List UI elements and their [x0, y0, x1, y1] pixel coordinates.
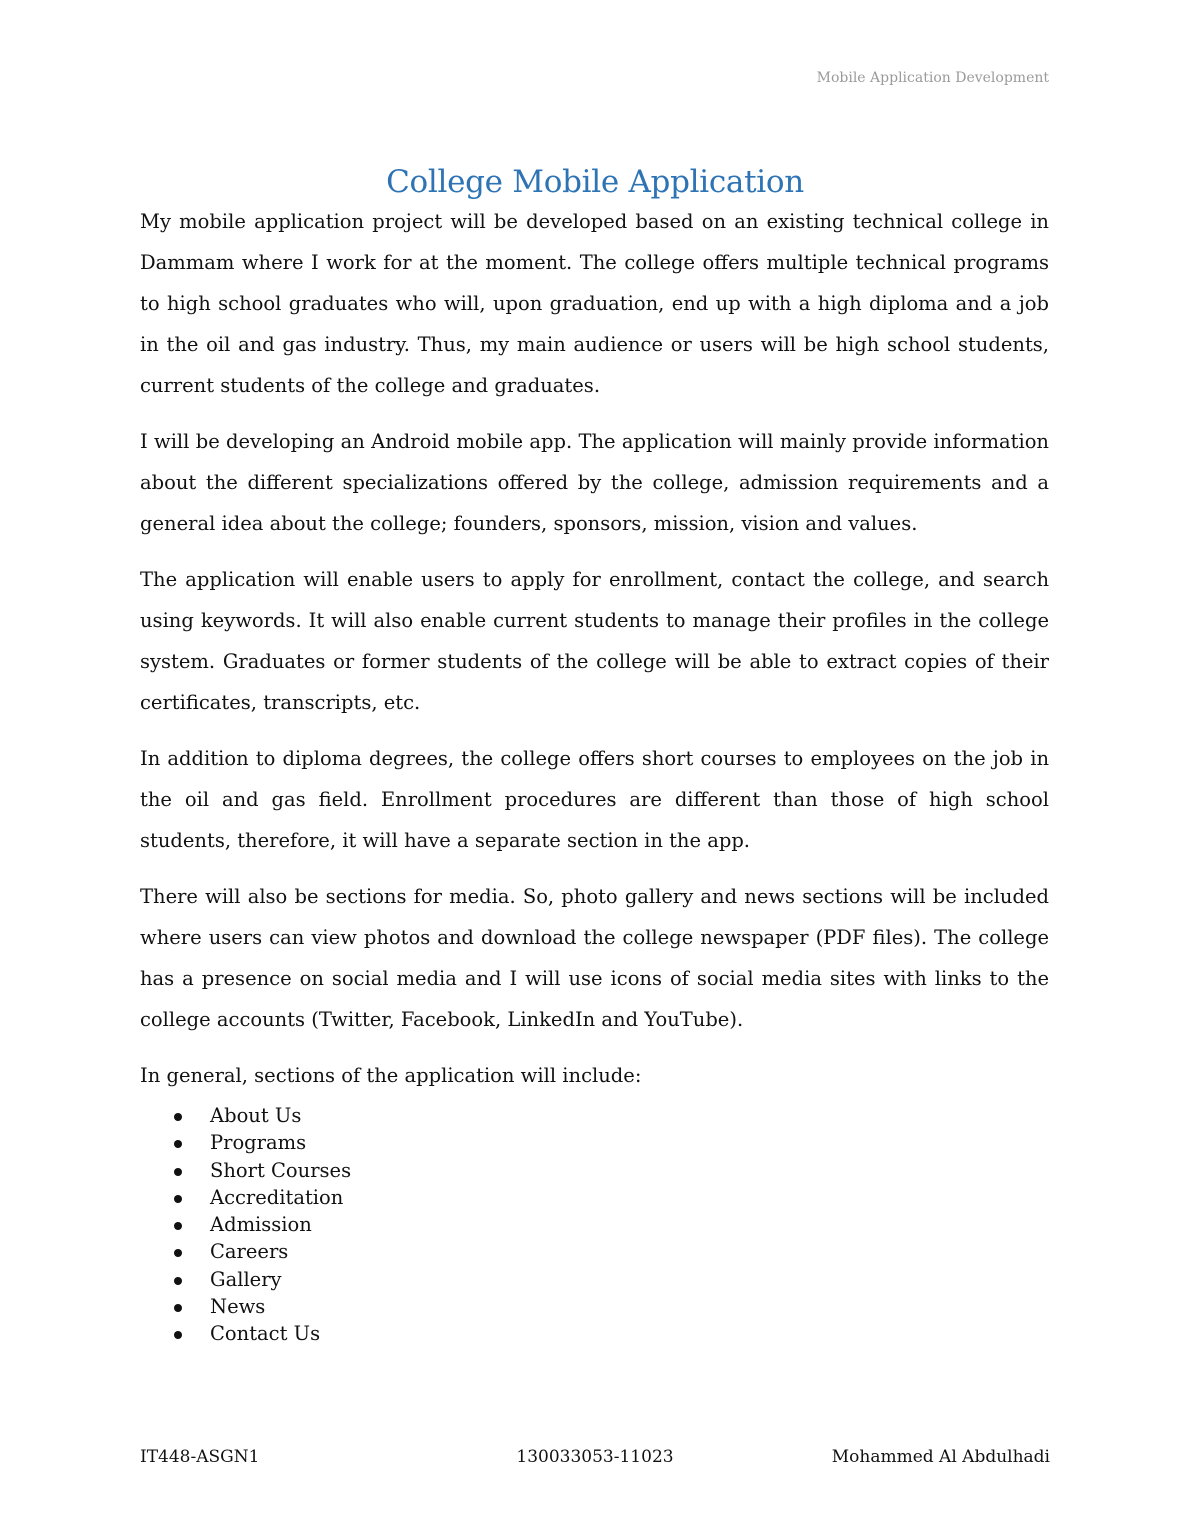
list-item — [170, 1238, 1049, 1265]
list-item — [170, 1129, 1049, 1156]
bullet-icon — [174, 1195, 182, 1203]
bullet-icon — [174, 1113, 182, 1121]
paragraph-platform: I will be developing an Android mobile app. The application will mainly provide information about the different specializations offered by the college, admission requirements and a general idea about the college; founders, sponsors, mission, vision and values. — [140, 430, 1049, 535]
page-footer — [140, 1447, 1050, 1471]
footer-author: Mohammed Al Abdulhadi — [831, 1447, 1050, 1467]
list-item-label: Programs — [210, 1131, 307, 1155]
list-item — [170, 1320, 1049, 1347]
bullet-icon — [174, 1304, 182, 1312]
document-body — [140, 201, 1049, 1348]
list-item — [170, 1266, 1049, 1293]
list-item-label: News — [210, 1295, 266, 1319]
bullet-icon — [174, 1277, 182, 1285]
paragraph-features: The application will enable users to apply for enrollment, contact the college, and search using keywords. It will also enable current students to manage their profiles in the college system. Graduates or former students of the college will be able to extract copies of their certificates, transcripts, etc. — [140, 568, 1049, 714]
bullet-icon — [174, 1168, 182, 1176]
bullet-icon — [174, 1249, 182, 1257]
list-item-label: Contact Us — [210, 1322, 321, 1346]
list-item — [170, 1211, 1049, 1238]
document-title: College Mobile Application — [386, 164, 804, 200]
footer-student-id: 130033053-11023 — [516, 1447, 674, 1467]
list-item-label: About Us — [210, 1104, 302, 1127]
list-item-label: Accreditation — [210, 1185, 344, 1209]
paragraph-media: There will also be sections for media. So, photo gallery and news sections will be included where users can view photos and download the college newspaper (PDF files). The college has a presence on social media and I will use icons of social media sites with links to the college accounts (Twitter, Facebook, LinkedIn and YouTube). — [140, 885, 1049, 1031]
sections-list — [140, 1102, 1049, 1348]
list-item — [170, 1102, 1049, 1129]
list-item-label: Careers — [210, 1240, 289, 1264]
list-item-label: Admission — [210, 1213, 312, 1237]
list-item — [170, 1184, 1049, 1211]
bullet-icon — [174, 1331, 182, 1339]
paragraph-sections-intro: In general, sections of the application will include: — [140, 1064, 642, 1087]
bullet-icon — [174, 1140, 182, 1148]
list-item-label: Gallery — [210, 1267, 282, 1291]
list-item — [170, 1293, 1049, 1320]
paragraph-audience: My mobile application project will be developed based on an existing technical college in Dammam where I work for at the moment. The college offers multiple technical programs to high school graduates who will, upon graduation, end up with a high diploma and a job in the oil and gas industry. Thus, my main audience or users will be high school students, current students of the college and graduates. — [140, 210, 1049, 397]
list-item — [170, 1157, 1049, 1184]
list-item-label: Short Courses — [210, 1158, 352, 1182]
paragraph-short-courses: In addition to diploma degrees, the college offers short courses to employees on the job in the oil and gas field. Enrollment procedures are different than those of high school students, therefore, it will have a separate section in the app. — [140, 747, 1049, 852]
bullet-icon — [174, 1222, 182, 1230]
running-header: Mobile Application Development — [816, 70, 1049, 86]
footer-course-code: IT448-ASGN1 — [140, 1447, 260, 1467]
